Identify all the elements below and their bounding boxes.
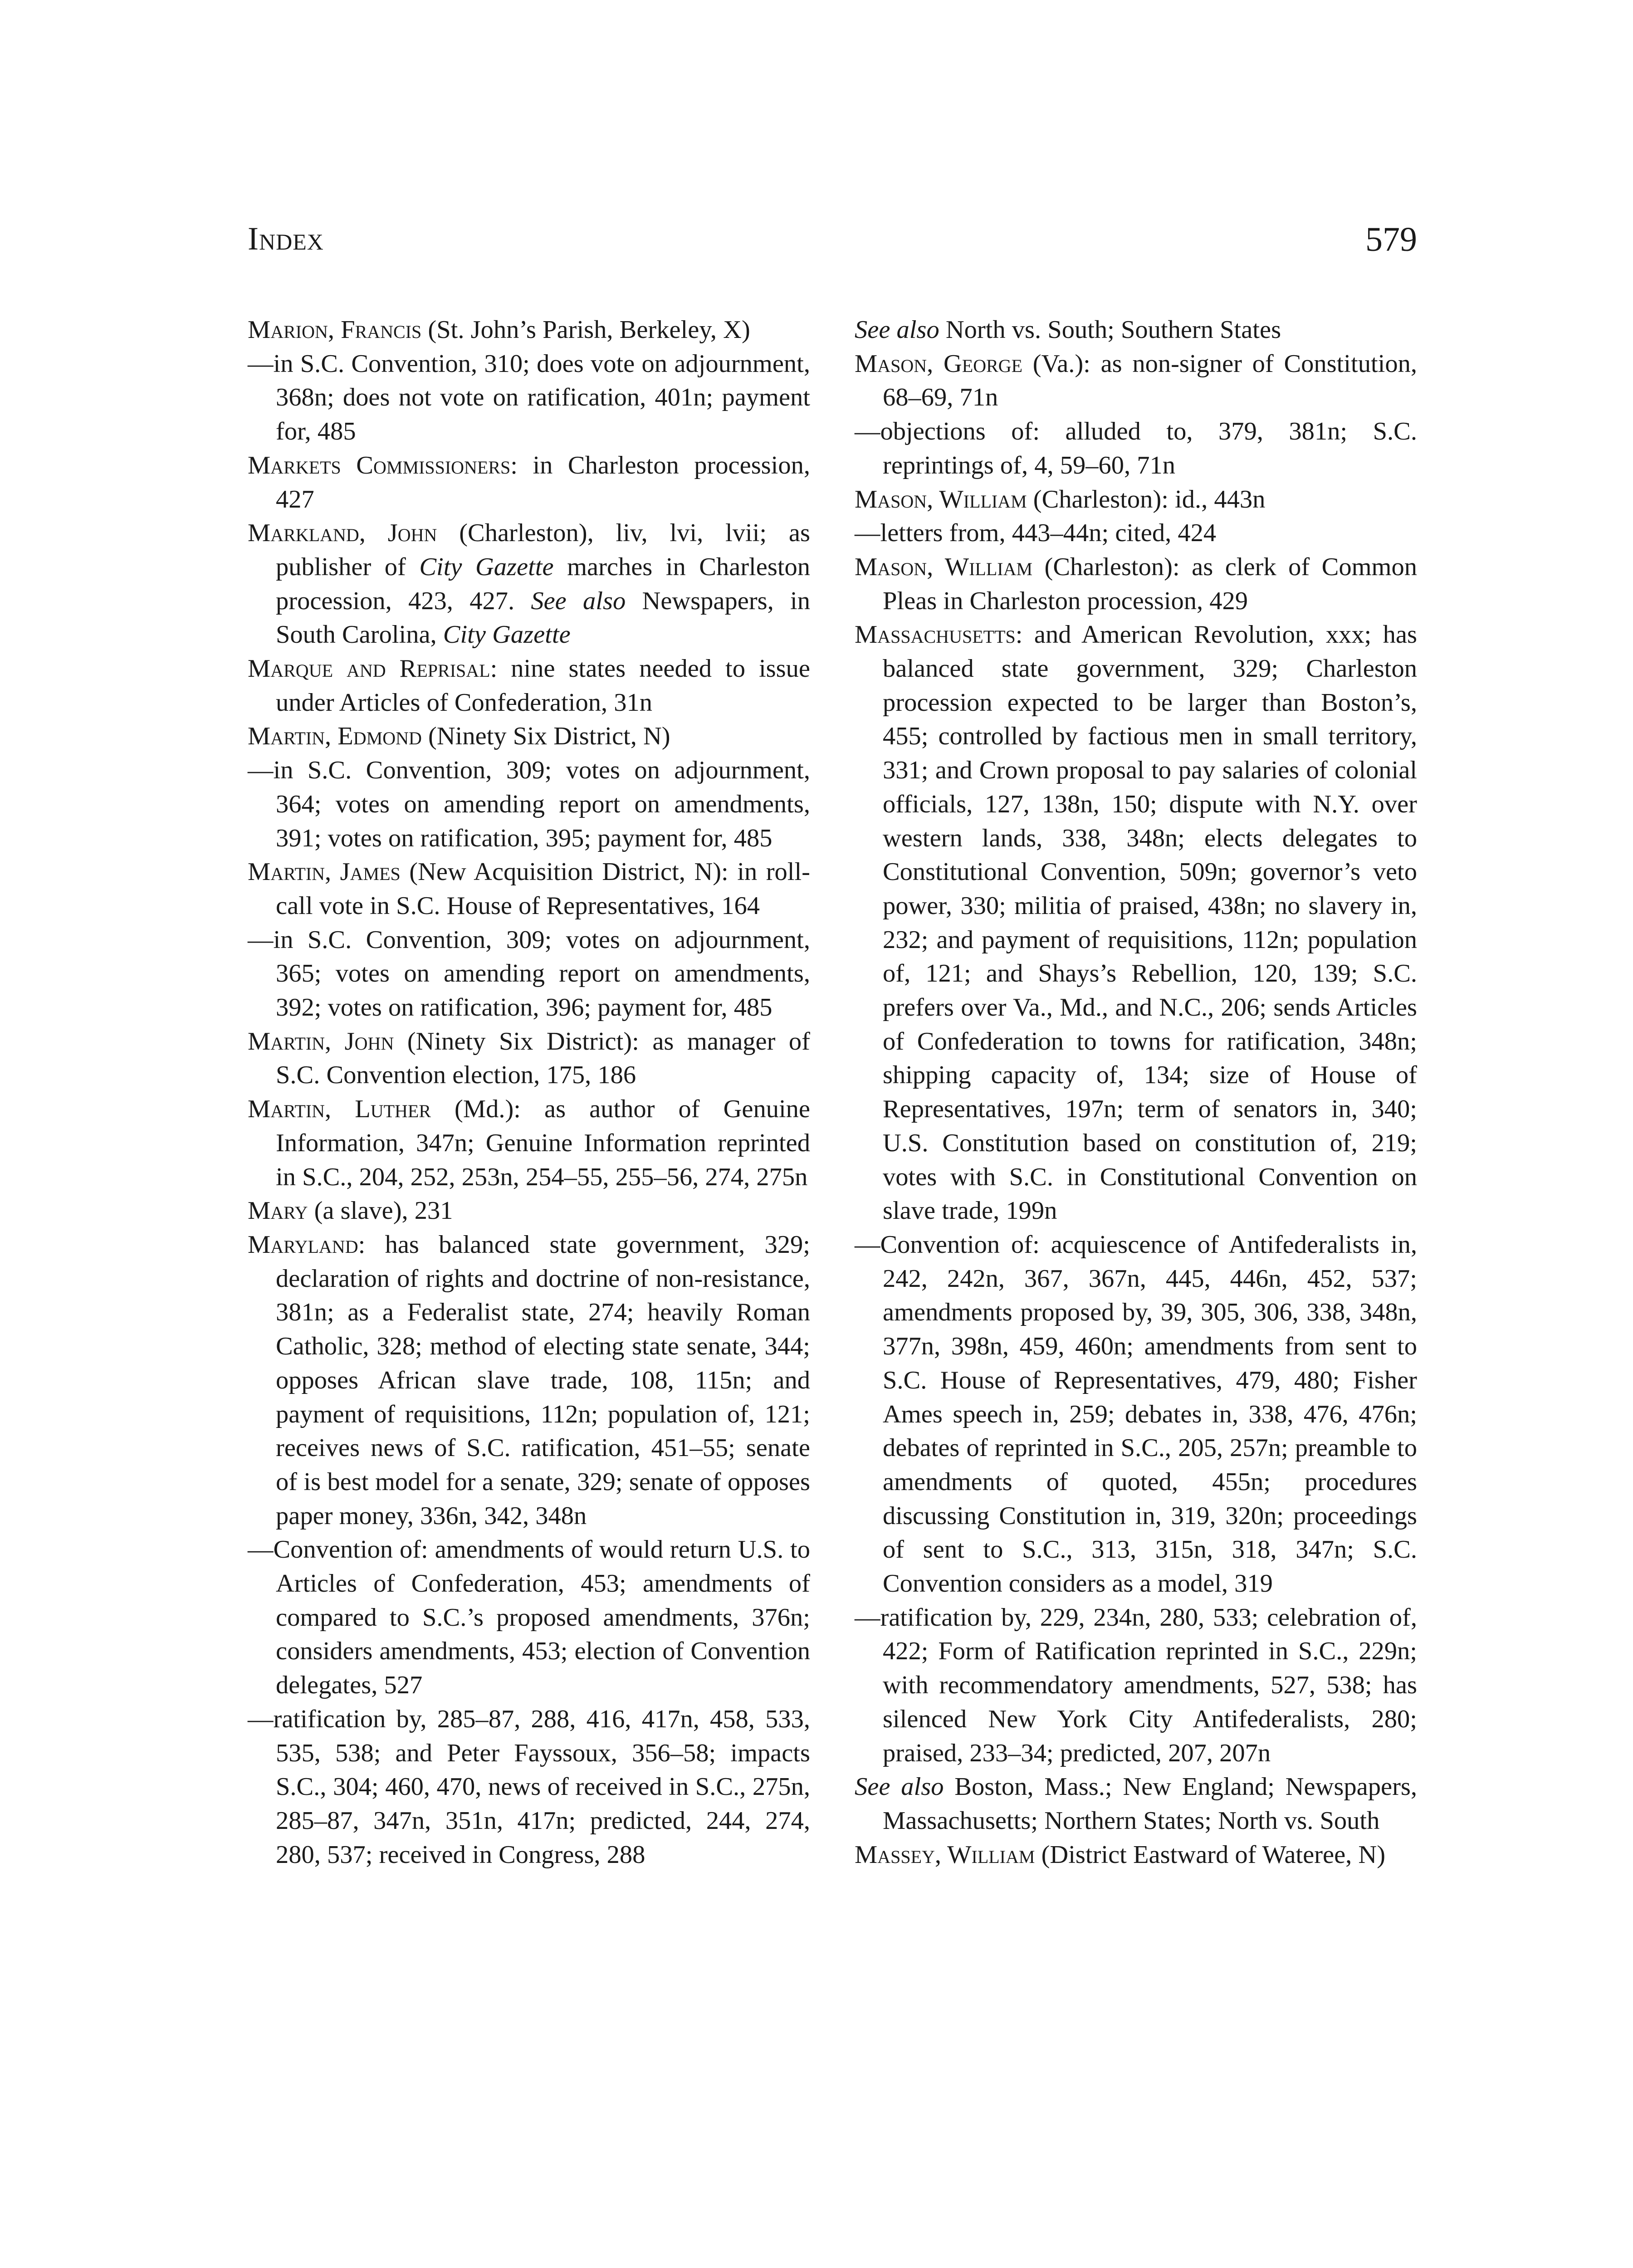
see-also-label: See also <box>855 316 939 344</box>
entry-text: Boston, Mass.; New England; Newspapers, Massachusetts; Northern States; North vs. South <box>883 1773 1418 1835</box>
index-subentry: —Convention of: amendments of would return U.S. to Articles of Confederation, 453; amendments of compared to S.C.’s proposed amendments, 376n; considers amendments, 453; election of Convention delegates, 527 <box>248 1535 810 1700</box>
entry-text: (Ninety Six District): as manager of S.C. Convention election, 175, 186 <box>276 1027 810 1090</box>
index-entry <box>248 1228 810 1533</box>
entry-heading: Mason, George <box>855 349 1023 378</box>
entry-heading: Martin, Edmond <box>248 722 422 751</box>
index-entry <box>248 1194 810 1228</box>
index-subentry: —ratification by, 229, 234n, 280, 533; celebration of, 422; Form of Ratification reprinted in S.C., 229n; with recommendatory amendments, 527, 538; has silenced New York City Antifederalists, 280; praised, 233–34; predicted, 207, 207n <box>855 1603 1417 1767</box>
entry-text: : has balanced state government, 329; declaration of rights and doctrine of non-resistance, 381n; as a Federalist state, 274; heavily Roman Catholic, 328; method of electing state senate, 344; opposes African slave trade, 108, 115n; and payment of requisitions, 112n; population of, 121; receives news of S.C. ratification, 451–55; senate of is best model for a senate, 329; senate of opposes paper money, 336n, 342, 348n <box>276 1230 810 1530</box>
entry-heading: Martin, James <box>248 858 401 886</box>
entry-heading: Martin, Luther <box>248 1095 431 1124</box>
entry-text: (Charleston): as clerk of Common Pleas in Charleston procession, 429 <box>883 552 1417 615</box>
entry-heading: Marque and Reprisal <box>248 655 490 683</box>
see-also-label: See also <box>855 1773 944 1801</box>
entry-text: (St. John’s Parish, Berkeley, X) <box>421 316 750 344</box>
left-column <box>248 313 810 1872</box>
index-subentry: —in S.C. Convention, 309; votes on adjournment, 365; votes on amending report on amendments, 392; votes on ratification, 396; payment for, 485 <box>248 925 810 1022</box>
index-subentry: —ratification by, 285–87, 288, 416, 417n, 458, 533, 535, 538; and Peter Fayssoux, 356–58; impacts S.C., 304; 460, 470, news of received in S.C., 275n, 285–87, 347n, 351n, 417n; predicted, 244, 274, 280, 537; received in Congress, 288 <box>248 1705 810 1869</box>
entry-heading: Massey, William <box>855 1840 1035 1869</box>
entry-heading: Mason, William <box>855 485 1027 513</box>
entry-heading: Marion, Francis <box>248 316 422 344</box>
entry-heading: Markland, John <box>248 519 437 547</box>
index-entry <box>248 855 810 923</box>
index-entry <box>855 550 1417 618</box>
entry-text: marches in Charleston procession, 423, 427. <box>276 552 811 615</box>
index-entry <box>855 483 1417 517</box>
entry-heading: Markets Commissioners <box>248 451 511 479</box>
entry-heading: Maryland <box>248 1230 358 1259</box>
right-column <box>855 313 1417 1872</box>
index-entry <box>248 313 810 347</box>
entry-text: (District Eastward of Wateree, N) <box>1035 1840 1386 1869</box>
entry-text: (Ninety Six District, N) <box>421 722 670 751</box>
entry-text: (a slave), 231 <box>308 1197 453 1225</box>
entry-text: : nine states needed to issue under Articles of Confederation, 31n <box>276 655 810 717</box>
index-entry <box>855 1770 1417 1838</box>
entry-text: Newspapers, in South Carolina, <box>276 587 810 649</box>
header-title: Index <box>248 220 324 257</box>
index-entry <box>855 347 1417 415</box>
see-also-label: See also <box>531 587 626 615</box>
entry-text: (New Acquisition District, N): in roll-call vote in S.C. House of Representatives, 164 <box>276 858 810 920</box>
entry-text: : in Charleston procession, 427 <box>276 451 810 513</box>
index-subentry: —in S.C. Convention, 309; votes on adjournment, 364; votes on amending report on amendments, 391; votes on ratification, 395; payment for, 485 <box>248 756 810 852</box>
index-entry <box>248 1092 810 1194</box>
entry-text: (Charleston): id., 443n <box>1027 485 1266 513</box>
index-subentry: —Convention of: acquiescence of Antifederalists in, 242, 242n, 367, 367n, 445, 446n, 452, 537; amendments proposed by, 39, 305, 306, 338, 348n, 377n, 398n, 459, 460n; amendments from sent to S.C. House of Representatives, 479, 480; Fisher Ames speech in, 259; debates in, 338, 476, 476n; debates of reprinted in S.C., 205, 257n; preamble to amendments of quoted, 455n; procedures discussing Constitution in, 319, 320n; proceedings of sent to S.C., 313, 315n, 318, 347n; S.C. Convention considers as a model, 319 <box>855 1230 1417 1598</box>
entry-text: North vs. South; Southern States <box>939 316 1281 344</box>
index-subentry: —letters from, 443–44n; cited, 424 <box>855 519 1217 547</box>
index-entry <box>248 516 810 652</box>
entry-text: (Charleston), liv, lvi, lvii; as publisher of <box>276 519 810 581</box>
entry-text: (Va.): as non-signer of Constitution, 68–69, 71n <box>883 349 1417 412</box>
entry-heading: Mary <box>248 1197 308 1225</box>
index-subentry: —objections of: alluded to, 379, 381n; S.C. reprintings of, 4, 59–60, 71n <box>855 417 1417 479</box>
index-entry <box>248 1025 810 1092</box>
entry-heading: Massachusetts <box>855 621 1016 649</box>
entry-italic-text: City Gazette <box>419 552 554 581</box>
entry-text: : and American Revolution, xxx; has balanced state government, 329; Charleston procession expected to be larger than Boston’s, 455; controlled by factious men in small territory, 331; and Crown proposal to pay salaries of colonial officials, 127, 138n, 150; dispute with N.Y. over western lands, 338, 348n; elects delegates to Constitutional Convention, 509n; governor’s veto power, 330; militia of praised, 438n; no slavery in, 232; and payment of requisitions, 112n; population of, 121; and Shays’s Rebellion, 120, 139; S.C. prefers over Va., Md., and N.C., 206; sends Articles of Confederation to towns for ratification, 348n; shipping capacity of, 134; size of House of Representatives, 197n; term of senators in, 340; U.S. Constitution based on constitution of, 219; votes with S.C. in Constitutional Convention on slave trade, 199n <box>883 621 1417 1225</box>
entry-heading: Mason, William <box>855 552 1033 581</box>
index-subentry: —in S.C. Convention, 310; does vote on adjournment, 368n; does not vote on ratification, 401n; payment for, 485 <box>248 349 810 446</box>
entry-italic-text: City Gazette <box>443 621 571 649</box>
index-entry <box>248 652 810 719</box>
entry-heading: Martin, John <box>248 1027 394 1056</box>
index-entry <box>248 449 810 516</box>
index-entry <box>855 1838 1417 1872</box>
index-entry <box>855 313 1417 347</box>
entry-text: (Md.): as author of Genuine Information, 347n; Genuine Information reprinted in S.C., 204, 252, 253n, 254–55, 255–56, 274, 275n <box>276 1095 810 1191</box>
page-number: 579 <box>1365 220 1417 259</box>
index-entry <box>855 618 1417 1228</box>
running-head <box>248 220 1417 274</box>
index-entry <box>248 719 810 753</box>
